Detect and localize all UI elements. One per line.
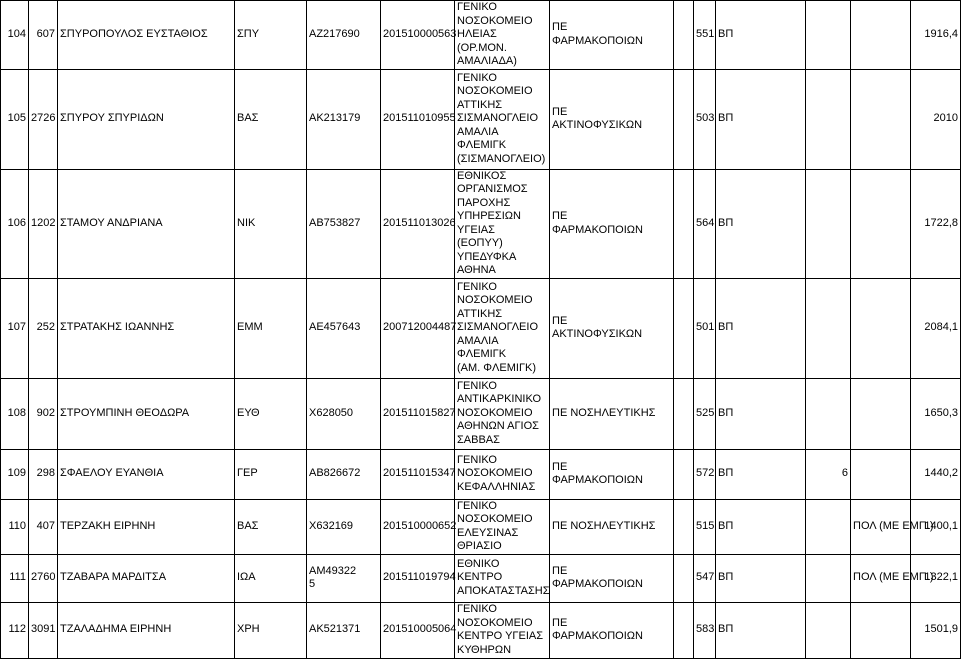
candidate-code: 607 [29, 1, 58, 70]
row-number: 109 [1, 449, 29, 499]
spacer [674, 378, 694, 449]
registration-number: 201510000652 [381, 499, 455, 554]
score: 2010 [911, 69, 961, 169]
id-number: ΑΖ217690 [307, 1, 381, 70]
specialty-code: ΝΙΚ [235, 169, 307, 278]
branch: ΠΕ ΝΟΣΗΛΕΥΤΙΚΗΣ [550, 378, 674, 449]
candidate-code: 2726 [29, 69, 58, 169]
candidate-name: ΣΦΑΕΛΟΥ ΕΥΑΝΘΙΑ [58, 449, 235, 499]
registration-number: 201511019794 [381, 554, 455, 602]
candidate-name: ΣΠΥΡΟΠΟΥΛΟΣ ΕΥΣΤΑΘΙΟΣ [58, 1, 235, 70]
grade: ΒΠ [716, 602, 806, 658]
points: 501 [694, 278, 716, 378]
table-row [1, 449, 961, 499]
candidate-code: 1202 [29, 169, 58, 278]
branch: ΠΕ ΦΑΡΜΑΚΟΠΟΙΩΝ [550, 1, 674, 70]
id-number: ΑΒ826672 [307, 449, 381, 499]
hospital-name: ΓΕΝΙΚΟ ΝΟΣΟΚΟΜΕΙΟ ΗΛΕΙΑΣ (ΟΡ.ΜΟΝ. ΑΜΑΛΙΑΔΑ) [455, 1, 550, 70]
candidate-code: 298 [29, 449, 58, 499]
candidate-name: ΤΖΑΒΑΡΑ ΜΑΡΔΙΤΣΑ [58, 554, 235, 602]
note: ΠΟΛ (ΜΕ ΕΜΠ.) [851, 554, 911, 602]
branch: ΠΕ ΦΑΡΜΑΚΟΠΟΙΩΝ [550, 602, 674, 658]
hospital-name: ΓΕΝΙΚΟ ΝΟΣΟΚΟΜΕΙΟ ΕΛΕΥΣΙΝΑΣ ΘΡΙΑΣΙΟ [455, 499, 550, 554]
extra-value: 6 [806, 449, 851, 499]
branch: ΠΕ ΦΑΡΜΑΚΟΠΟΙΩΝ [550, 554, 674, 602]
candidate-code: 902 [29, 378, 58, 449]
score: 2084,1 [911, 278, 961, 378]
grade: ΒΠ [716, 378, 806, 449]
points: 572 [694, 449, 716, 499]
points: 564 [694, 169, 716, 278]
extra-value [806, 169, 851, 278]
note [851, 378, 911, 449]
id-number: ΑΚ213179 [307, 69, 381, 169]
spacer [674, 602, 694, 658]
grade: ΒΠ [716, 169, 806, 278]
spacer [674, 554, 694, 602]
registration-number: 201511015827 [381, 378, 455, 449]
note [851, 169, 911, 278]
table-row [1, 378, 961, 449]
hospital-name: ΓΕΝΙΚΟ ΑΝΤΙΚΑΡΚΙΝΙΚΟ ΝΟΣΟΚΟΜΕΙΟ ΑΘΗΝΩΝ ΑΓΙΟΣ ΣΑΒΒΑΣ [455, 378, 550, 449]
score: 1501,9 [911, 602, 961, 658]
extra-value [806, 69, 851, 169]
branch: ΠΕ ΦΑΡΜΑΚΟΠΟΙΩΝ [550, 449, 674, 499]
registration-number: 201510000563 [381, 1, 455, 70]
hospital-name: ΓΕΝΙΚΟ ΝΟΣΟΚΟΜΕΙΟ ΚΕΝΤΡΟ ΥΓΕΙΑΣ ΚΥΘΗΡΩΝ [455, 602, 550, 658]
row-number: 105 [1, 69, 29, 169]
hospital-name: ΕΘΝΙΚΟ ΚΕΝΤΡΟ ΑΠΟΚΑΤΑΣΤΑΣΗΣ [455, 554, 550, 602]
score: 1916,4 [911, 1, 961, 70]
table-row [1, 1, 961, 70]
table-row [1, 602, 961, 658]
id-number: ΑΚ521371 [307, 602, 381, 658]
extra-value [806, 602, 851, 658]
candidate-code: 407 [29, 499, 58, 554]
candidate-name: ΣΤΡΑΤΑΚΗΣ ΙΩΑΝΝΗΣ [58, 278, 235, 378]
points: 525 [694, 378, 716, 449]
specialty-code: ΕΜΜ [235, 278, 307, 378]
extra-value [806, 378, 851, 449]
grade: ΒΠ [716, 1, 806, 70]
row-number: 108 [1, 378, 29, 449]
branch: ΠΕ ΑΚΤΙΝΟΦΥΣΙΚΩΝ [550, 69, 674, 169]
id-number: Χ632169 [307, 499, 381, 554]
grade: ΒΠ [716, 554, 806, 602]
note [851, 1, 911, 70]
score: 1440,2 [911, 449, 961, 499]
extra-value [806, 1, 851, 70]
specialty-code: ΣΠΥ [235, 1, 307, 70]
extra-value [806, 554, 851, 602]
spacer [674, 169, 694, 278]
table-row [1, 69, 961, 169]
score: 1400,1 [911, 499, 961, 554]
spacer [674, 69, 694, 169]
specialty-code: ΕΥΘ [235, 378, 307, 449]
candidate-name: ΣΤΑΜΟΥ ΑΝΔΡΙΑΝΑ [58, 169, 235, 278]
points: 551 [694, 1, 716, 70]
grade: ΒΠ [716, 69, 806, 169]
score: 1722,8 [911, 169, 961, 278]
candidate-name: ΣΠΥΡΟΥ ΣΠΥΡΙΔΩΝ [58, 69, 235, 169]
candidate-name: ΤΖΑΛΑΔΗΜΑ ΕΙΡΗΝΗ [58, 602, 235, 658]
spacer [674, 499, 694, 554]
table-row [1, 499, 961, 554]
spacer [674, 449, 694, 499]
specialty-code: ΓΕΡ [235, 449, 307, 499]
registration-number: 201511013026 [381, 169, 455, 278]
specialty-code: ΒΑΣ [235, 69, 307, 169]
extra-value [806, 278, 851, 378]
note [851, 278, 911, 378]
table-body [1, 1, 961, 659]
points: 503 [694, 69, 716, 169]
row-number: 104 [1, 1, 29, 70]
row-number: 110 [1, 499, 29, 554]
candidate-name: ΣΤΡΟΥΜΠΙΝΗ ΘΕΟΔΩΡΑ [58, 378, 235, 449]
note [851, 602, 911, 658]
branch: ΠΕ ΦΑΡΜΑΚΟΠΟΙΩΝ [550, 169, 674, 278]
id-number: Χ628050 [307, 378, 381, 449]
hospital-name: ΓΕΝΙΚΟ ΝΟΣΟΚΟΜΕΙΟ ΑΤΤΙΚΗΣ ΣΙΣΜΑΝΟΓΛΕΙΟ ΑΜΑΛΙΑ ΦΛΕΜΙΓΚ (ΑΜ. ΦΛΕΜΙΓΚ) [455, 278, 550, 378]
branch: ΠΕ ΑΚΤΙΝΟΦΥΣΙΚΩΝ [550, 278, 674, 378]
row-number: 111 [1, 554, 29, 602]
id-number: ΑΒ753827 [307, 169, 381, 278]
row-number: 112 [1, 602, 29, 658]
score: 1322,1 [911, 554, 961, 602]
table-row [1, 169, 961, 278]
note: ΠΟΛ (ΜΕ ΕΜΠ.) [851, 499, 911, 554]
registration-number: 201511015347 [381, 449, 455, 499]
specialty-code: ΧΡΗ [235, 602, 307, 658]
grade: ΒΠ [716, 449, 806, 499]
note [851, 449, 911, 499]
spacer [674, 1, 694, 70]
specialty-code: ΒΑΣ [235, 499, 307, 554]
candidate-code: 2760 [29, 554, 58, 602]
table-row [1, 554, 961, 602]
spacer [674, 278, 694, 378]
table-row [1, 278, 961, 378]
registration-number: 200712004487 [381, 278, 455, 378]
hospital-name: ΕΘΝΙΚΟΣ ΟΡΓΑΝΙΣΜΟΣ ΠΑΡΟΧΗΣ ΥΠΗΡΕΣΙΩΝ ΥΓΕΙΑΣ (ΕΟΠΥΥ) ΥΠΕΔΥΦΚΑ ΑΘΗΝΑ [455, 169, 550, 278]
note [851, 69, 911, 169]
id-number: ΑΜ49322 5 [307, 554, 381, 602]
registration-number: 201511010955 [381, 69, 455, 169]
row-number: 107 [1, 278, 29, 378]
candidate-code: 252 [29, 278, 58, 378]
points: 547 [694, 554, 716, 602]
registration-number: 201510005064 [381, 602, 455, 658]
score: 1650,3 [911, 378, 961, 449]
candidate-name: ΤΕΡΖΑΚΗ ΕΙΡΗΝΗ [58, 499, 235, 554]
candidate-code: 3091 [29, 602, 58, 658]
grade: ΒΠ [716, 499, 806, 554]
points: 583 [694, 602, 716, 658]
specialty-code: ΙΩΑ [235, 554, 307, 602]
row-number: 106 [1, 169, 29, 278]
extra-value [806, 499, 851, 554]
hospital-name: ΓΕΝΙΚΟ ΝΟΣΟΚΟΜΕΙΟ ΚΕΦΑΛΛΗΝΙΑΣ [455, 449, 550, 499]
points: 515 [694, 499, 716, 554]
branch: ΠΕ ΝΟΣΗΛΕΥΤΙΚΗΣ [550, 499, 674, 554]
id-number: ΑΕ457643 [307, 278, 381, 378]
grade: ΒΠ [716, 278, 806, 378]
hospital-name: ΓΕΝΙΚΟ ΝΟΣΟΚΟΜΕΙΟ ΑΤΤΙΚΗΣ ΣΙΣΜΑΝΟΓΛΕΙΟ ΑΜΑΛΙΑ ΦΛΕΜΙΓΚ (ΣΙΣΜΑΝΟΓΛΕΙΟ) [455, 69, 550, 169]
